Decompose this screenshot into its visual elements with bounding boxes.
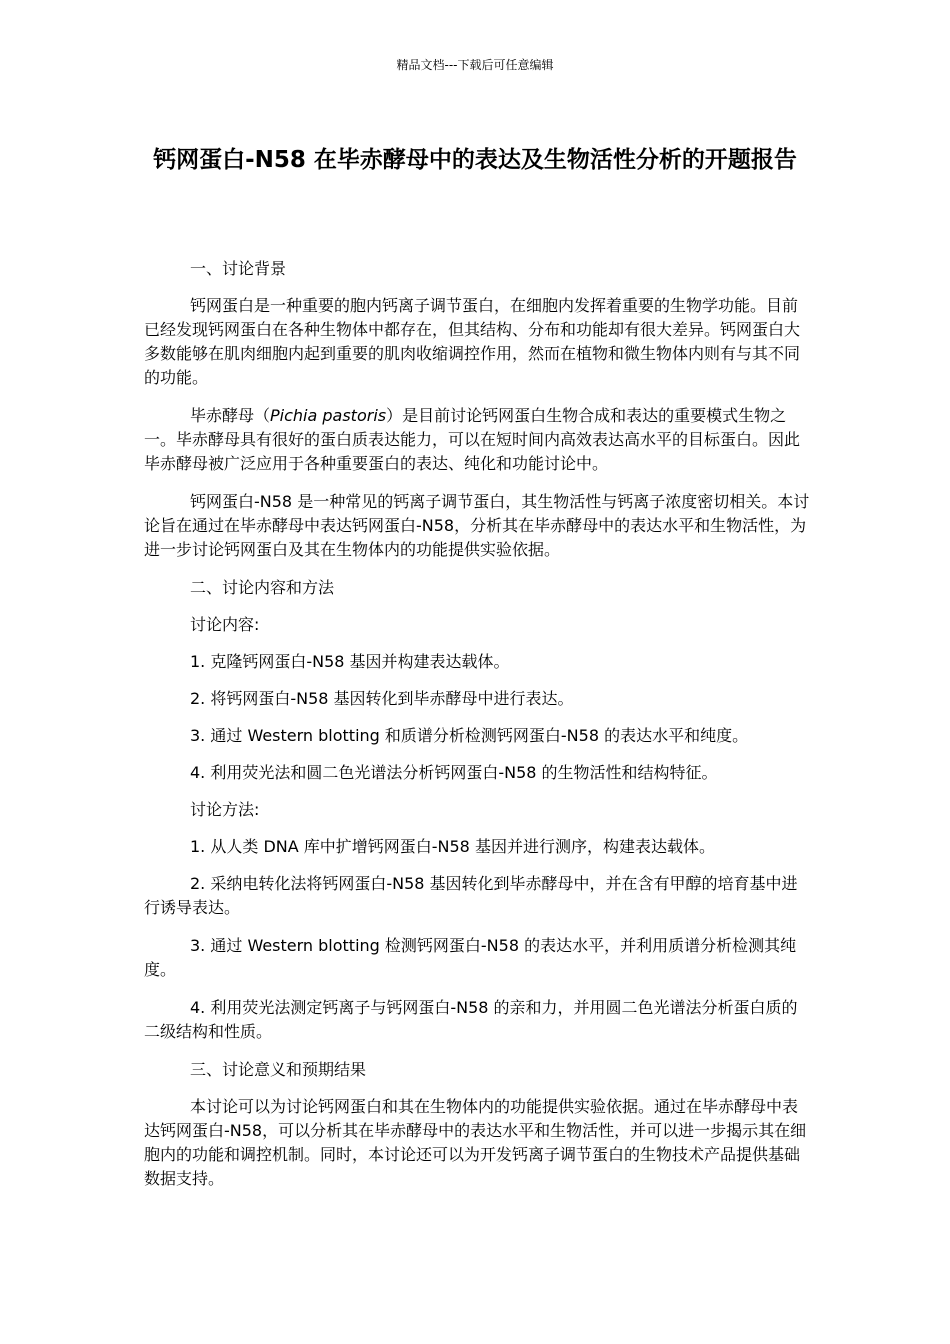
document-body: [144, 257, 810, 1205]
method-item: 3. 通过 Western blotting 检测钙网蛋白-N58 的表达水平，并利用质谱分析检测其纯度。: [144, 936, 797, 979]
document-title: 钙网蛋白-N58 在毕赤酵母中的表达及生物活性分析的开题报告: [153, 147, 797, 173]
method-item: 2. 采纳电转化法将钙网蛋白-N58 基因转化到毕赤酵母中，并在含有甲醇的培育基中进行诱导表达。: [144, 874, 798, 917]
background-p2-text-a: 毕赤酵母（: [190, 406, 271, 425]
section-heading-content: 二、讨论内容和方法: [190, 578, 335, 597]
method-item: 1. 从人类 DNA 库中扩增钙网蛋白-N58 基因并进行测序，构建表达载体。: [190, 837, 715, 856]
content-item: 2. 将钙网蛋白-N58 基因转化到毕赤酵母中进行表达。: [190, 689, 574, 708]
background-paragraph-2: [144, 404, 810, 476]
background-p2-text-b: ）是目前讨论钙网蛋白生物合成和表达的重要模式生物之一。毕赤酵母具有很好的蛋白质表达能力，可以在短时间内高效表达高水平的目标蛋白。因此毕赤酵母被广泛应用于各种重要蛋白的表达、纯化和功能讨论中。: [144, 406, 801, 473]
method-item: 4. 利用荧光法测定钙离子与钙网蛋白-N58 的亲和力，并用圆二色光谱法分析蛋白质的二级结构和性质。: [144, 998, 798, 1041]
content-item: 1. 克隆钙网蛋白-N58 基因并构建表达载体。: [190, 652, 510, 671]
content-item: 4. 利用荧光法和圆二色光谱法分析钙网蛋白-N58 的生物活性和结构特征。: [190, 763, 718, 782]
significance-paragraph-1: 本讨论可以为讨论钙网蛋白和其在生物体内的功能提供实验依据。通过在毕赤酵母中表达钙网蛋白-N58，可以分析其在毕赤酵母中的表达水平和生物活性，并可以进一步揭示其在细胞内的功能和调控机制。同时，本讨论还可以为开发钙离子调节蛋白的生物技术产品提供基础数据支持。: [144, 1097, 807, 1188]
content-item: 3. 通过 Western blotting 和质谱分析检测钙网蛋白-N58 的表达水平和纯度。: [190, 726, 749, 745]
section-heading-background: 一、讨论背景: [190, 259, 287, 278]
background-paragraph-1: 钙网蛋白是一种重要的胞内钙离子调节蛋白，在细胞内发挥着重要的生物学功能。目前已经发现钙网蛋白在各种生物体中都存在，但其结构、分布和功能却有很大差异。钙网蛋白大多数能够在肌肉细胞内起到重要的肌肉收缩调控作用，然而在植物和微生物体内则有与其不同的功能。: [144, 296, 801, 387]
content-label: 讨论内容:: [190, 615, 260, 634]
section-heading-significance: 三、讨论意义和预期结果: [190, 1060, 367, 1079]
species-name: Pichia pastoris: [270, 406, 387, 425]
background-paragraph-3: 钙网蛋白-N58 是一种常见的钙离子调节蛋白，其生物活性与钙离子浓度密切相关。本讨论旨在通过在毕赤酵母中表达钙网蛋白-N58，分析其在毕赤酵母中的表达水平和生物活性，为进一步讨论钙网蛋白及其在生物体内的功能提供实验依据。: [144, 492, 810, 559]
method-label: 讨论方法:: [190, 800, 260, 819]
page-header-note: 精品文档---下载后可任意编辑: [396, 58, 554, 72]
